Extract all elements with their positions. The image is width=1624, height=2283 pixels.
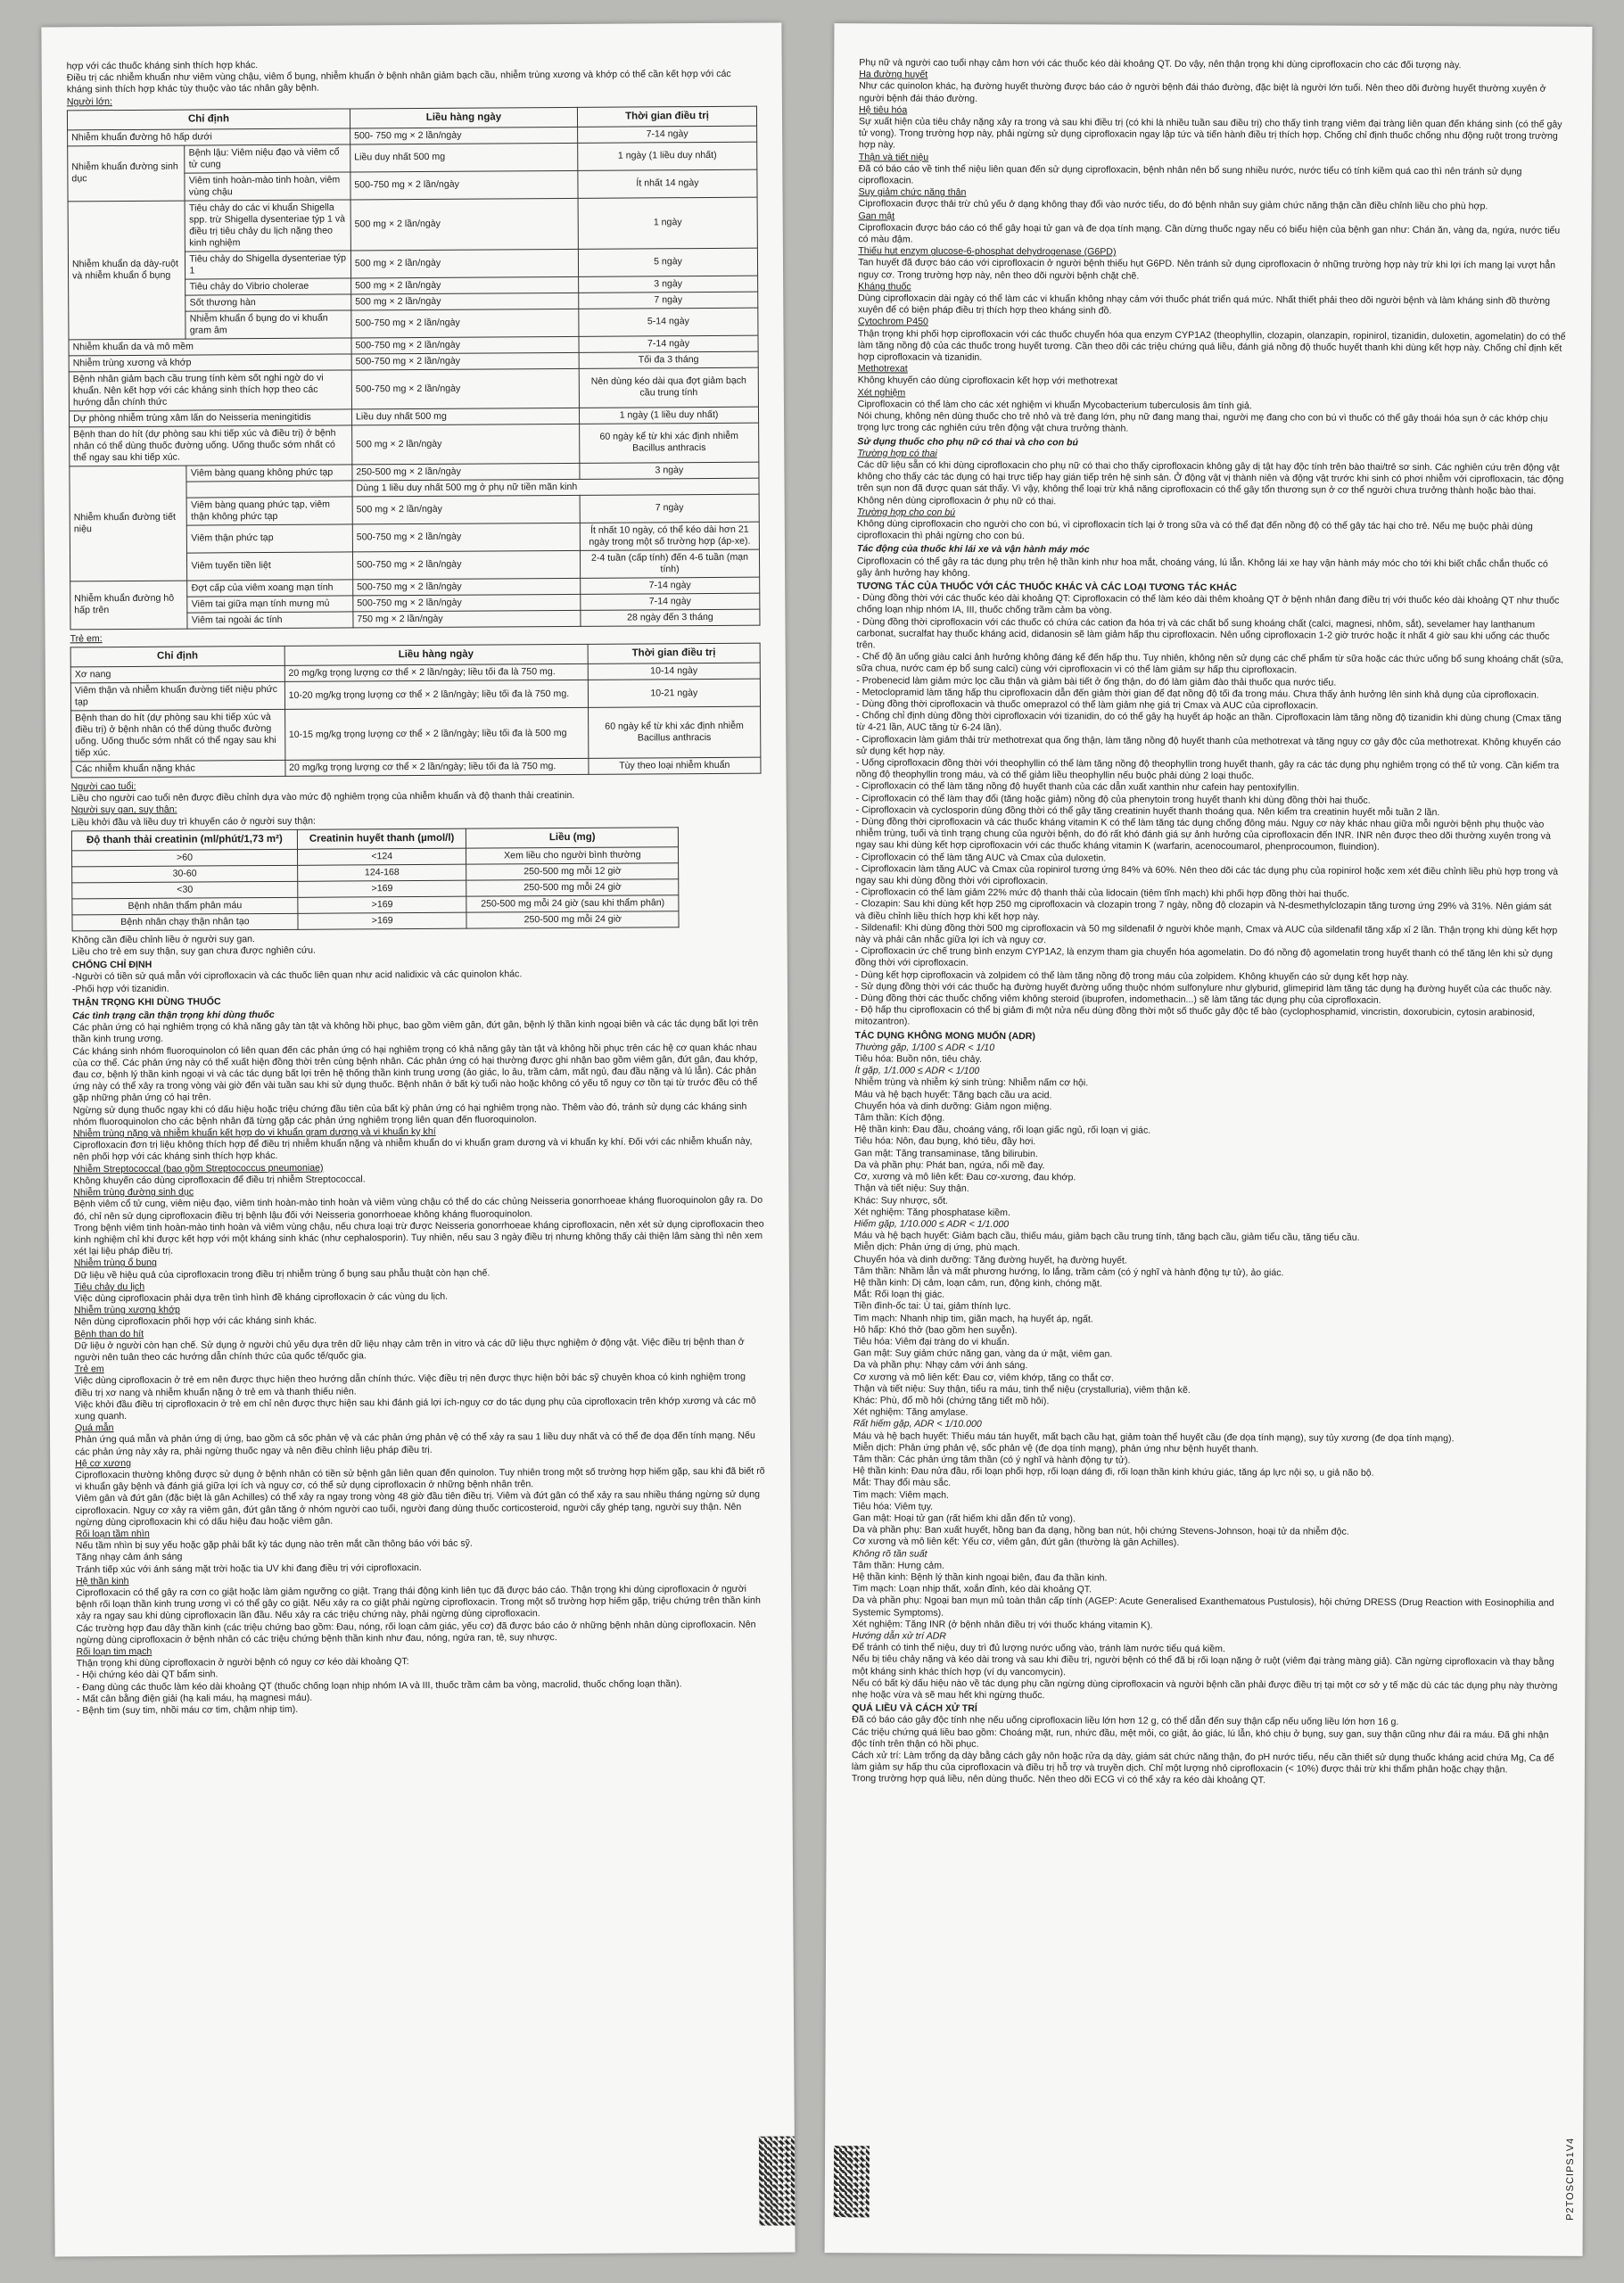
adult-sub-indication: Tiêu chảy do Shigella dysenteriae týp 1 [185,251,351,279]
adult-sub-indication: Viêm tai giữa mạn tính mưng mủ [187,596,353,613]
barcode-right [834,2146,870,2217]
body-paragraph: Ciprofloxacin thường không được sử dụng ở bệnh nhân có tiền sử bệnh gân liên quan đến quinolon. Tuy nhiên trong một số trường hợp hiếm gặp, sau khi đã biết rõ vi khuẩn gây bệnh và đánh giá giữa lợi ích và nguy cơ, có thể sử dụng ciprofloxacin ở những bệnh nhân trên. [75,1465,765,1493]
adult-group: Nhiễm khuẩn dạ dày-ruột và nhiễm khuẩn ổ bụng [68,201,185,340]
body-paragraph: Thường gặp, 1/100 ≤ ADR < 1/10 [854,1042,995,1053]
adult-header-duration: Thời gian điều trị [577,106,756,127]
adult-dose: 750 mg × 2 lần/ngày [353,610,581,628]
body-paragraph: - Bệnh tim (suy tim, nhồi máu cơ tim, chậm nhịp tim). [76,1703,299,1717]
body-paragraph: - Ciprofloxacin có thể làm thay đổi (tăng hoặc giảm) nồng độ của phenytoin trong huyết thanh khi dùng đồng thời hai thuốc. [855,792,1371,806]
body-paragraph: - Ciprofloxacin có thể làm tăng nồng độ huyết thanh của các dẫn xuất xanthin như cafein hay pentoxifyllin. [855,780,1299,794]
renal-header-dose: Liều (mg) [466,828,679,848]
body-paragraph: Tâm thần: Nhầm lẫn và mất phương hướng, lo lắng, trầm cảm (có ý nghĩ và hành động tự tử), ảo giác. [853,1265,1284,1279]
adult-dose: Dùng 1 liều duy nhất 500 mg ở phụ nữ tiền mãn kinh [352,478,759,497]
child-dose: 20 mg/kg trọng lượng cơ thể × 2 lần/ngày; liều tối đa là 750 mg. [284,663,588,681]
body-paragraph: Việc khởi đầu điều trị ciprofloxacin ở trẻ em chỉ nên được thực hiện sau khi đánh giá lợi ích-nguy cơ do tác dụng phụ của ciprofloxacin trên khớp xương và các mô xung quanh. [74,1395,756,1422]
body-paragraph: Phụ nữ và người cao tuổi nhạy cảm hơn với các thuốc kéo dài khoảng QT. Do vậy, nên thận trọng khi dùng ciprofloxacin cho các đối tượng này. [859,57,1462,71]
adult-indication: Nhiễm trùng xương và khớp [69,354,351,372]
body-paragraph: Thận và tiết niệu: Suy thận, tiểu ra máu, tinh thể niệu (crystalluria), viêm thận kẽ. [853,1383,1191,1396]
adult-sub-indication: Viêm tuyến tiền liệt [187,552,353,581]
adult-row [69,367,758,411]
body-paragraph: Như các quinolon khác, hạ đường huyết thường được báo cáo ở người bệnh đái tháo đường, đặc biệt là người lớn tuổi. Nên theo dõi đường huyết thường xuyên ở người bệnh đái tháo đường. [859,80,1546,104]
body-paragraph: Tránh tiếp xúc với ánh sáng mặt trời hoặc tia UV khi đang điều trị với ciprofloxacin. [75,1562,422,1575]
body-paragraph: Bệnh viêm cổ tử cung, viêm niệu đạo, viêm tinh hoàn-mào tinh hoàn và viêm vùng chậu có thể do các chủng Neisseria gonorrhoeae kháng fluoroquinolon gây ra. Do đó, chỉ nên sử dụng ciprofloxacin điều trị bệnh lậu đối với Neisseria gonorrhoeae không kháng fluoroquinolon. [73,1194,763,1222]
adult-row [68,142,757,174]
body-paragraph: Đã có báo cáo gây độc tính nhẹ nếu uống ciprofloxacin liều lớn hơn 12 g, có thể dẫn đến suy thận cấp nếu uống liều lớn hơn 16 g. [852,1714,1399,1728]
child-indication: Viêm thận và nhiễm khuẩn đường tiết niệu phức tạp [70,681,284,710]
child-dose: 10-15 mg/kg trọng lượng cơ thể × 2 lần/ngày; liều tối đa là 500 mg [284,707,588,760]
renal-cell: 250-500 mg mỗi 24 giờ [466,911,679,928]
adult-sub-indication: Đợt cấp của viêm xoang mạn tính [187,580,353,597]
body-paragraph: Tiêu hóa: Buồn nôn, tiêu chảy. [854,1053,982,1065]
adult-sub-indication: Viêm tinh hoàn-mào tinh hoàn, viêm vùng chậu [185,172,350,201]
adult-duration: 2-4 tuần (cấp tính) đến 4-6 tuần (mạn tính) [580,549,759,578]
renal-cell: <30 [72,881,298,899]
adult-sub-indication: Bệnh lậu: Viêm niệu đạo và viêm cổ tử cung [185,144,350,173]
adult-dose: 500 mg × 2 lần/ngày [351,276,579,294]
body-paragraph: Trong bệnh viêm tinh hoàn-mào tinh hoàn và viêm vùng chậu, nếu chưa loại trừ được Neisseria gonorrhoeae kháng ciprofloxacin, nên xét sử dụng ciprofloxacin theo kinh nghiệm chỉ khi được kết hợp với một kháng sinh khác (như cephalosporin). Tuy nhiên, nếu sau 3 ngày điều trị nhưng không thấy cải thiện lâm sàng thì nên xem xét lại liệu pháp điều trị. [73,1218,764,1257]
body-paragraph: - Ciprofloxacin có thể làm giảm 22% mức độ thanh thải của lidocain (tiêm tĩnh mạch) khi phối hợp đồng thời hai thuốc. [855,886,1350,900]
adult-duration: Ít nhất 14 ngày [578,169,757,198]
body-paragraph: - Uống ciprofloxacin đồng thời với theophyllin có thể làm tăng nồng độ theophyllin trong huyết thanh, gây ra các tác dụng phụ nghiêm trọng có thể tử vong. Cần kiểm tra nồng độ theophyllin trong máu, và có thể giảm liều theophyllin nếu buộc phải dùng 2 loại thuốc. [855,757,1560,782]
body-paragraph: Hệ thần kinh: Đau đầu, choáng váng, rối loạn giấc ngủ, rối loạn vị giác. [854,1124,1151,1136]
body-paragraph: Gan mật: Tăng transaminase, tăng bilirubin. [853,1147,1038,1159]
adult-group: Nhiễm khuẩn đường sinh dục [68,145,185,202]
section-heading: CHỐNG CHỈ ĐỊNH [71,960,153,971]
adult-sub-indication: Viêm bàng quang không phức tạp [186,465,352,482]
body-paragraph: Nói chung, không nên dùng thuốc cho trẻ nhỏ và trẻ đang lớn, phụ nữ đang mang thai, người mẹ đang cho con bú vì thuốc có thể gây thoái hóa sụn ở các khớp chịu trọng lực trong các nghiên cứu trên động vật chưa trưởng thành. [857,410,1548,434]
adult-duration: 3 ngày [580,462,759,479]
body-paragraph: Không khuyến cáo dùng ciprofloxacin để điều trị nhiễm Streptococcal. [73,1174,366,1187]
adult-dose: 500-750 mg × 2 lần/ngày [352,550,580,580]
adult-sub-indication: Viêm thận phức tạp [187,524,353,553]
body-paragraph: Chuyển hóa và dinh dưỡng: Tăng đường huyết, hạ đường huyết. [853,1253,1127,1266]
renal-intro: Liều khởi đầu và liều duy trì khuyến cáo ở người suy thận: [70,815,316,828]
body-paragraph: Để tránh có tinh thể niệu, duy trì đủ lượng nước uống vào, tránh làm nước tiểu quá kiềm. [852,1642,1225,1655]
section-heading: Tác động của thuốc khi lái xe và vận hành máy móc [856,543,1090,556]
body-paragraph: Miễn dịch: Phản ứng dị ứng, phù mạch. [853,1241,1020,1254]
child-duration: 10-14 ngày [588,663,760,680]
adult-duration: 7-14 ngày [581,593,760,610]
adult-duration: 1 ngày (1 liều duy nhất) [578,142,757,170]
child-row [71,706,761,762]
adult-duration: 1 ngày [578,197,757,249]
barcode-left [759,2136,796,2225]
subsection-heading: Trường hợp có thai [857,447,937,459]
adult-dose: 500 mg × 2 lần/ngày [352,424,580,465]
adult-indication: Nhiễm khuẩn da và mô mềm [69,338,351,356]
body-paragraph: Da và phần phụ: Nhạy cảm với ánh sáng. [853,1359,1028,1372]
adult-dose: 500-750 mg × 2 lần/ngày [351,352,579,370]
body-paragraph: Tiêu hóa: Viêm tụy. [853,1501,934,1512]
body-paragraph: Khác: Phù, đổ mồ hôi (chứng tăng tiết mồ hôi). [853,1395,1050,1407]
body-paragraph: Xét nghiệm: Tăng phosphatase kiềm. [853,1206,1010,1218]
body-paragraph: - Sildenafil: Khi dùng đồng thời 500 mg ciprofloxacin và 50 mg sildenafil ở người khỏe mạnh, Cmax và AUC của sildenafil tăng xấp xỉ 2 lần. Thận trọng khi dùng kết hợp này và phải cân nhắc giữa lợi ích và nguy cơ. [854,922,1558,946]
body-paragraph: Tiêu hóa: Viêm đại tràng do vi khuẩn. [853,1336,1010,1348]
renal-cell: <124 [297,848,466,865]
body-paragraph: - Probenecid làm giảm mức lọc cầu thận và giảm bài tiết ở ống thận, do đó làm giảm đào thải thuốc qua nước tiểu. [856,674,1337,688]
adult-row [70,423,759,466]
body-paragraph: Chuyển hóa và dinh dưỡng: Giảm ngon miệng. [854,1100,1052,1113]
child-header-dose: Liều hàng ngày [284,644,588,665]
body-paragraph: Việc dùng ciprofloxacin phải dựa trên tình hình đề kháng ciprofloxacin ở các vùng du lịch. [74,1290,449,1305]
subsection-heading: Tiêu chảy du lịch [73,1281,145,1293]
child-duration: 60 ngày kể từ khi xác định nhiễm Bacillus anthracis [588,706,761,758]
body-paragraph: - Mất cân bằng điện giải (hạ kali máu, hạ magnesi máu). [76,1692,313,1705]
adult-group: Nhiễm khuẩn đường hô hấp trên [70,581,188,630]
adult-dose: 500-750 mg × 2 lần/ngày [351,309,579,338]
renal-cell: >60 [72,849,298,867]
body-paragraph: Các dữ liệu sẵn có khi dùng ciprofloxacin cho phụ nữ có thai cho thấy ciprofloxacin không gây dị tật hay độc tính trên bào thai/trẻ sơ sinh. Các nghiên cứu trên động vật không cho thấy các tác dụng có hại trực tiếp hay gián tiếp trên hệ sinh sản. Ở động vật vị thành niên và động vật trước khi sinh có phơi nhiễm với ciprofloxacin, tác động trên sụn non đã được quan sát thấy. Vì vậy, không thể loại trừ khả năng ciprofloxacin có thể gây tổn thương sụn ở cơ thể người chưa trưởng thành hoặc bào thai. Không nên dùng ciprofloxacin ở phụ nữ có thai. [857,459,1564,507]
section-heading: Sử dụng thuốc cho phụ nữ có thai và cho con bú [857,435,1079,448]
adult-duration: 7-14 ngày [581,577,760,594]
body-paragraph: Các trường hợp đau dây thần kinh (các triệu chứng bao gồm: Đau, nóng, rối loạn cảm giác, yếu cơ) đã được báo cáo ở những bệnh nhân dùng ciprofloxacin. Nên ngừng dùng ciprofloxacin ở bệnh nhân có các triệu chứng bệnh thần kinh như đau, nóng, ngứa ran, tê, suy nhược. [76,1619,756,1646]
body-paragraph: Trong trường hợp quá liều, nên dùng thuốc. Nên theo dõi ECG vì có thể xảy ra kéo dài khoảng QT. [851,1773,1265,1786]
body-paragraph: Mắt: Rối loạn thị giác. [853,1289,945,1300]
body-paragraph: Hướng dẫn xử trí ADR [852,1630,947,1642]
body-paragraph: Mắt: Thay đổi màu sắc. [853,1477,952,1489]
renal-dosage-table [71,827,680,931]
body-paragraph: - Dùng đồng thời ciprofloxacin và thuốc omeprazol có thể làm giảm nhẹ giá trị Cmax và AUC của ciprofloxacin. [856,698,1319,712]
body-paragraph: -Người có tiền sử quá mẫn với ciprofloxacin và các thuốc liên quan như acid nalidixic và các quinolon khác. [71,968,523,983]
subsection-heading: Xét nghiệm [857,386,906,399]
body-paragraph: Cơ xương và mô liên kết: Đau cơ, viêm khớp, tăng co thắt cơ. [853,1371,1114,1384]
adult-duration: 5-14 ngày [579,308,758,336]
section-heading: Các tình trạng cần thận trọng khi dùng thuốc [72,1010,275,1022]
body-paragraph: Tim mạch: Viêm mạch. [853,1488,950,1501]
body-paragraph: Tan huyết đã được báo cáo với ciprofloxacin ở người bệnh thiếu hụt G6PD. Nên tránh sử dụng ciprofloxacin ở những trường hợp này trừ khi lợi ích mang lại vượt hẳn nguy cơ. Trong trường hợp này, nên theo dõi người bệnh chặt chẽ. [858,257,1556,282]
adult-header-indication: Chỉ định [67,109,350,130]
body-paragraph: Tâm thần: Kích động. [854,1112,945,1124]
adult-dosage-table [67,105,761,630]
adult-sub-indication [186,481,352,498]
body-paragraph: Hệ thần kinh: Đau nửa đầu, rối loạn phối hợp, rối loạn dáng đi, rối loạn thần kinh khứu giác, tăng áp lực nội sọ, u giả não bộ. [853,1465,1374,1479]
body-paragraph: Gan mật: Hoại tử gan (rất hiếm khi dẫn đến tử vong). [853,1512,1076,1525]
body-paragraph: Xét nghiệm: Tăng amylase. [853,1406,969,1418]
body-paragraph: Không khuyến cáo dùng ciprofloxacin kết hợp với methotrexat [857,375,1118,388]
body-paragraph: Các kháng sinh nhóm fluoroquinolon có liên quan đến các phản ứng có hại nghiêm trọng có khả năng gây tàn tật và không hồi phục trên các hệ cơ quan khác nhau của cơ thể. Các phản ứng này có thể xuất hiện đồng thời trên cùng bệnh nhân. Các phản ứng có hại thường được ghi nhận bao gồm viêm gân, đứt gân, đau khớp, đau cơ, bệnh lý thần kinh ngoại vi và các tác dụng bất lợi trên hệ thống thần kinh trung ương (ảo giác, lo âu, trầm cảm, mất ngủ, đau đầu nặng và lú lẫn). Các phản ứng này có thể xảy ra trong vòng vài giờ đến vài tuần sau khi sử dụng thuốc. Bệnh nhân ở bất kỳ tuổi nào hoặc không có yếu tố nguy cơ tồn tại từ trước đều có thể gặp những phản ứng có hại trên. [72,1042,758,1104]
section-heading: TÁC DỤNG KHÔNG MONG MUỐN (ADR) [854,1029,1035,1042]
print-code: P2TOSCIPS1V4 [1564,2137,1577,2221]
renal-cell: >169 [298,880,467,897]
body-paragraph: Tim mạch: Loạn nhịp thất, xoắn đỉnh, kéo dài khoảng QT. [852,1583,1092,1595]
right-body-text [852,57,1567,1788]
section-heading: THẬN TRỌNG KHI DÙNG THUỐC [72,996,221,1009]
intro-line-2: Điều trị các nhiễm khuẩn như viêm vùng chậu, viêm ổ bụng, nhiễm khuẩn ở bệnh nhân giảm bạch cầu, nhiễm trùng xương và khớp có thể cần kết hợp với các kháng sinh thích hợp khác tùy thuộc vào tác nhân gây bệnh. [66,69,731,95]
subsection-heading: Trẻ em [74,1364,104,1375]
adult-duration: 28 ngày đến 3 tháng [581,609,760,626]
body-paragraph: Máu và hệ bạch huyết: Tăng bạch cầu ưa acid. [854,1088,1052,1100]
adult-sub-indication: Viêm bàng quang phức tạp, viêm thận không phức tạp [187,497,353,525]
body-paragraph: Cơ, xương và mô liên kết: Đau cơ-xương, đau khớp. [853,1171,1076,1183]
body-paragraph: Máu và hệ bạch huyết: Giảm bạch cầu, thiếu máu, giảm bạch cầu trung tính, tăng bạch cầu, giảm tiểu cầu, tăng tiểu cầu. [853,1230,1360,1243]
body-paragraph: Ít gặp, 1/1.000 ≤ ADR < 1/100 [854,1065,980,1077]
subsection-heading: Suy giảm chức năng thận [858,186,967,199]
body-paragraph: Tâm thần: Các phản ứng tâm thần (có ý nghĩ và hành động tự tử). [853,1454,1131,1466]
body-paragraph: - Dùng đồng thời ciprofloxacin với các thuốc có chứa các cation đa hóa trị và các chất bổ sung khoáng chất (calci, magnesi, nhôm, sắt), sevelamer hay lanthanum carbonat, sucralfat hay thuốc kháng acid, didanosin sẽ làm giảm hấp thu ciprofloxacin. Nên uống ciprofloxacin 1-2 giờ trước hoặc ít nhất 4 giờ sau khi uống các thuốc trên. [856,615,1550,651]
adult-dose: 500-750 mg × 2 lần/ngày [351,368,579,409]
body-paragraph: Không rõ tần suất [852,1547,927,1560]
body-paragraph: - Ciprofloxacin và cyclosporin dùng đồng thời có thể gây tăng creatinin huyết thanh thoáng qua. Nên kiểm tra creatinin huyết mỗi tuần 2 lần. [855,804,1440,818]
body-paragraph: - Clozapin: Sau khi dùng kết hợp 250 mg ciprofloxacin và clozapin trong 7 ngày, nồng độ clozapin và N-desmethylclozapin tăng tương ứng 29% và 31%. Nên giám sát và điều chỉnh liều thích hợp khi kết hợp này. [855,898,1552,922]
renal-header-creatinine: Creatinin huyết thanh (µmol/l) [297,828,466,849]
adult-sub-indication: Viêm tai ngoài ác tính [187,612,353,629]
body-paragraph: Da và phần phụ: Phát ban, ngứa, nổi mề đay. [853,1159,1045,1172]
body-paragraph: Cơ xương và mô liên kết: Yếu cơ, viêm gân, đứt gân (thường là gân Achilles). [853,1536,1180,1549]
body-paragraph: - Dùng đồng thời các thuốc chống viêm không steroid (ibuprofen, indomethacin...) sẽ làm tăng tác dụng phụ của ciprofloxacin. [854,993,1381,1006]
adult-indication: Nhiễm khuẩn đường hô hấp dưới [68,128,350,146]
adult-label: Người lớn: [66,95,112,107]
adult-sub-indication: Tiêu chảy do Vibrio cholerae [185,278,351,295]
section-heading: QUÁ LIỀU VÀ CÁCH XỬ TRÍ [852,1702,977,1715]
renal-cell: >169 [298,896,467,913]
adult-duration: 7 ngày [580,494,759,523]
body-paragraph: Hô hấp: Khó thở (bao gồm hen suyễn). [853,1324,1018,1336]
body-paragraph: Ngừng sử dụng thuốc ngay khi có dấu hiệu hoặc triệu chứng đầu tiên của bất kỳ phản ứng có hại nghiêm trọng nào. Thêm vào đó, tránh sử dụng các kháng sinh nhóm fluoroquinolon cho các bệnh nhân đã từng gặp các phản ứng nghiêm trọng liên quan đến fluoroquinolon. [72,1100,747,1128]
renal-cell: Bệnh nhân thẩm phân máu [72,897,298,915]
body-paragraph: - Sử dụng đồng thời với các thuốc hạ đường huyết đường uống thuộc nhóm sulfonylure như glyburid, glimepirid làm tăng tác dụng hạ đường huyết của các thuốc này. [854,981,1553,995]
child-row [70,679,760,711]
right-page [825,23,1593,2256]
body-paragraph: Máu và hệ bạch huyết: Thiếu máu tán huyết, mất bạch cầu hạt, giảm toàn thể huyết cầu (đe dọa tính mạng), suy tủy xương (đe dọa tính mạng). [853,1430,1455,1444]
body-paragraph: - Dùng đồng thời ciprofloxacin và các thuốc kháng vitamin K có thể làm tăng tác dụng chống đông máu. Nguy cơ này khác nhau giữa mỗi người bệnh phụ thuộc vào nhiễm trùng, tuổi và tình trạng chung của người bệnh, do đó rất khó đánh giá sự ảnh hưởng của ciprofloxacin đến INR. INR nên được theo dõi thường xuyên trong và ngay sau khi dùng kết hợp ciprofloxacin với các thuốc kháng vitamin K (warfarin, acenocoumarol, phenprocoumon, fluindion). [855,816,1551,853]
right-content [850,57,1568,2238]
left-body-text [72,930,767,1717]
adult-duration: 7 ngày [579,292,758,309]
body-paragraph: - Ciprofloxacin làm tăng AUC và Cmax của ropinirol tương ứng 84% và 60%. Nên theo dõi các tác dụng phụ của ropinirol hoặc xem xét điều chỉnh liều phù hợp trong và ngay sau khi dùng đồng thời với ciprofloxacin. [855,863,1559,887]
body-paragraph: - Ciprofloxacin làm giảm thải trừ methotrexat qua ống thận, làm tăng nồng độ huyết thanh của methotrexat và tăng nguy cơ gây độc của methotrexat. Không khuyến cáo sử dụng kết hợp này. [855,733,1562,757]
left-content [67,57,771,2239]
body-paragraph: Hệ thần kinh: Bệnh lý thần kinh ngoại biên, đau đa thần kinh. [852,1571,1108,1584]
body-paragraph: - Chống chỉ định dùng đồng thời ciprofloxacin với tizanidin, do có thể gây hạ huyết áp hoặc an thần. Ciprofloxacin làm tăng nồng độ tizanidin khi dùng chung (Cmax tăng từ 4-21 lần, AUC tăng từ 6-24 lần). [855,710,1562,734]
subsection-heading: Thận và tiết niệu [858,151,929,163]
body-paragraph: Ciprofloxacin được báo cáo có thể gây hoại tử gan và đe dọa tính mạng. Cần dừng thuốc ngay nếu có biểu hiện của bệnh gan như: Chán ăn, vàng da, ngứa, nước tiểu có màu đậm. [858,222,1561,245]
adult-dose: 250-500 mg × 2 lần/ngày [352,463,580,481]
subsection-heading: Methotrexat [857,363,908,375]
adult-duration: Tối đa 3 tháng [579,351,758,368]
body-paragraph: Da và phần phụ: Ban xuất huyết, hồng ban đa dạng, hồng ban nút, hội chứng Stevens-Johnson, hoại tử da nhiễm độc. [853,1524,1349,1537]
renal-cell: Bệnh nhân chạy thận nhân tạo [72,913,298,931]
body-paragraph: Không dùng ciprofloxacin cho người cho con bú, vì ciprofloxacin tích lại ở trong sữa và có thể đạt đến nồng độ có thể gây tác hại cho trẻ. Nếu mẹ buộc phải dùng ciprofloxacin thì phải ngừng cho con bú. [856,518,1533,542]
renal-cell: 30-60 [72,865,298,883]
subsection-heading: Hệ tiêu hóa [859,104,908,116]
adult-dose: Liều duy nhất 500 mg [350,143,578,172]
body-paragraph: Ciprofloxacin có thể gây ra cơn co giật hoặc làm giảm ngưỡng co giật. Trạng thái động kinh liên tục đã được báo cáo. Thận trọng khi dùng ciprofloxacin ở người bệnh rối loạn thần kinh trung ương vì có thể gây co giật. Nếu xảy ra co giật phải ngừng ciprofloxacin. Trong một số trường hợp hiếm gặp, triệu chứng trên thần kinh xảy ra ngay sau khi dùng ciprofloxacin lần đầu. Nếu xảy ra các triệu chứng này, phải ngừng dùng ciprofloxacin. [76,1583,761,1622]
body-paragraph: Ciprofloxacin được thải trừ chủ yếu ở dạng không thay đổi vào nước tiểu, do đó bệnh nhân suy giảm chức năng thận cần điều chỉnh liều cho phù hợp. [858,198,1488,212]
subsection-heading: Hệ thần kinh [75,1575,129,1587]
adult-dose: 500 mg × 2 lần/ngày [351,293,579,310]
adult-dose: 500 mg × 2 lần/ngày [352,495,580,524]
child-dosage-table [70,643,762,779]
child-header-duration: Thời gian điều trị [588,643,760,663]
renal-label: Người suy gan, suy thận: [70,804,177,816]
body-paragraph: Thận trọng khi phối hợp ciprofloxacin với các thuốc chuyển hóa qua enzym CYP1A2 (theophyllin, clozapin, olanzapin, ropinirol, tizanidin, duloxetin, agomelatin) do có thể làm tăng nồng độ của các thuốc trong huyết tương. Cần theo dõi các triệu chứng quá liều, đánh giá nồng độ thuốc huyết thanh khi dùng kết hợp này. Chống chỉ định kết hợp ciprofloxacin và tizanidin. [857,327,1566,363]
adult-dose: 500-750 mg × 2 lần/ngày [351,336,579,354]
body-paragraph: Gan mật: Suy giảm chức năng gan, vàng da ứ mật, viêm gan. [853,1348,1113,1360]
body-paragraph: Sự xuất hiện của tiêu chảy nặng xảy ra trong và sau khi điều trị (có khi là nhiều tuần sau điều trị) cho thấy tình trạng viêm đại tràng liên quan đến kháng sinh (có thể gây tử vong). Trong trường hợp này, phải ngừng sử dụng ciprofloxacin ngay lập tức và tiến hành điều trị thích hợp. Chống chỉ định thuốc chống nhu động ruột trong trường hợp này. [858,116,1562,151]
body-paragraph: - Đang dùng các thuốc làm kéo dài khoảng QT (thuốc chống loạn nhịp nhóm IA và III, thuốc trầm cảm ba vòng, macrolid, thuốc chống loạn thần). [76,1677,682,1693]
subsection-heading: Nhiễm trùng ổ bụng [73,1257,157,1269]
adult-dose: 500-750 mg × 2 lần/ngày [352,523,580,552]
body-paragraph: Dữ liệu về hiệu quả của ciprofloxacin trong điều trị nhiễm trùng ổ bụng sau phẫu thuật còn hạn chế. [73,1267,490,1281]
adult-dose: 500 mg × 2 lần/ngày [350,249,578,278]
renal-cell: Xem liều cho người bình thường [466,847,679,864]
body-paragraph: Hệ thần kinh: Dị cảm, loạn cảm, run, động kinh, chóng mặt. [853,1277,1102,1290]
adult-duration: 5 ngày [578,248,757,276]
adult-dose: 500-750 mg × 2 lần/ngày [353,594,581,612]
body-paragraph: Nếu bị tiêu chảy nặng và kéo dài trong và sau khi điều trị, người bệnh có thể đã bị rối loạn nặng ở ruột (viêm đại tràng màng giả). Cần ngừng ciprofloxacin và thay bằng một kháng sinh khác thích hợp (ví dụ vancomycin). [852,1653,1554,1677]
body-paragraph: Ciprofloxacin đơn trị liệu không thích hợp để điều trị nhiễm khuẩn nặng và nhiễm khuẩn do vi khuẩn gram dương và vi khuẩn kỵ khí. Đối với các nhiễm khuẩn này, nên phối hợp với các kháng sinh thích hợp khác. [72,1135,753,1163]
body-paragraph: Da và phần phụ: Ngoại ban mụn mủ toàn thân cấp tính (AGEP: Acute Generalised Exanthematous Pustulosis), hội chứng DRESS (Drug Reaction with Eosinophilia and Systemic Symptoms). [852,1595,1554,1619]
renal-row [72,911,679,931]
body-paragraph: Thận trọng khi dùng ciprofloxacin ở người bệnh có nguy cơ kéo dài khoảng QT: [76,1656,409,1669]
adult-sub-indication: Nhiễm khuẩn ổ bụng do vi khuẩn gram âm [185,310,351,339]
adult-group: Nhiễm khuẩn đường tiết niệu [70,466,187,581]
elderly-label: Người cao tuổi: [70,780,136,793]
adult-sub-indication: Sốt thương hàn [185,294,351,311]
body-paragraph: Miễn dịch: Phản ứng phản vệ, sốc phản vệ (đe dọa tính mạng), phản ứng như bệnh huyết thanh. [853,1442,1259,1455]
child-dose: 10-20 mg/kg trọng lượng cơ thể × 2 lần/ngày; liều tối đa là 750 mg. [284,680,588,709]
body-paragraph: - Độ hấp thu ciprofloxacin có thể bị giảm đi một nửa nếu dùng đồng thời một số thuốc gây độc tế bào (cyclophosphamid, vincristin, doxorubicin, cytosin arabinosid, mitozantron). [854,1004,1536,1027]
body-paragraph: - Hội chứng kéo dài QT bẩm sinh. [76,1669,218,1681]
renal-cell: 124-168 [298,864,467,881]
body-paragraph: Tâm thần: Hưng cảm. [852,1560,945,1571]
subsection-heading: Gan mật [858,210,895,222]
adult-indication: Bệnh nhân giảm bạch cầu trung tính kèm sốt nghi ngờ do vi khuẩn. Nên kết hợp với các kháng sinh thích hợp theo các hướng dẫn chính thức [69,370,351,411]
elderly-text: Liều cho người cao tuổi nên được điều chỉnh dựa vào mức độ nghiêm trọng của nhiễm khuẩn và độ thanh thải creatinin. [70,790,575,804]
body-paragraph: Cách xử trí: Làm trống dạ dày bằng cách gây nôn hoặc rửa dạ dày, giám sát chức năng thận, đo pH nước tiểu, nếu cần thiết sử dụng thuốc kháng acid chứa Mg, Ca để làm giảm sự hấp thu của ciprofloxacin và điều trị hỗ trợ và truyền dịch. Chỉ một lượng nhỏ ciprofloxacin (< 10%) được thải trừ khi thẩm phân hoặc chạy thận. [851,1750,1554,1776]
subsection-heading: Rối loạn tầm nhìn [75,1528,150,1540]
subsection-heading: Quá mẫn [74,1422,114,1434]
body-paragraph: Tiêu hóa: Nôn, đau bụng, khó tiêu, đầy hơi. [853,1135,1036,1148]
body-paragraph: Rất hiếm gặp, ADR < 1/10.000 [853,1418,982,1430]
subsection-heading: Thiếu hụt enzym glucose-6-phosphat dehydrogenase (G6PD) [858,245,1117,258]
child-dose: 20 mg/kg trọng lượng cơ thể × 2 lần/ngày; liều tối đa là 750 mg. [285,758,589,776]
left-page [41,22,795,2256]
body-paragraph: Xét nghiệm: Tăng INR (ở bệnh nhân điều trị với thuốc kháng vitamin K). [852,1619,1153,1631]
adult-dose: 500-750 mg × 2 lần/ngày [353,578,581,596]
body-paragraph: Dữ liệu ở người còn hạn chế. Sử dụng ở người chủ yếu dựa trên dữ liệu nhạy cảm trên in vitro và các dữ liệu thực nghiệm ở động vật. Việc điều trị bệnh than ở người nên tuân theo các hướng dẫn chính thức của quốc tế/quốc gia. [74,1336,745,1364]
adult-duration: 1 ngày (1 liều duy nhất) [579,407,758,424]
intro-line-1: hợp với các thuốc kháng sinh thích hợp khác. [66,60,259,72]
adult-duration: 3 ngày [579,276,758,293]
body-paragraph: - Chế độ ăn uống giàu calci ảnh hưởng không đáng kể đến hấp thu. Tuy nhiên, không nên sử dụng các chế phẩm từ sữa hoặc các thức uống bổ sung khoáng chất (sữa, sữa chua, nước cam ép bổ sung calci) cùng với ciprofloxacin vì có thể làm giảm sự hấp thu ciprofloxacin. [856,651,1564,676]
body-paragraph: Ciprofloxacin có thể gây ra tác dụng phụ trên hệ thần kinh như hoa mắt, choáng váng, lú lẫn. Không lái xe hay vận hành máy móc cho tới khi biết chắc chắn thuốc có gây ảnh hưởng hay không. [856,555,1548,579]
child-indication: Xơ nang [70,665,284,682]
subsection-heading: Nhiễm trùng xương khớp [74,1304,180,1316]
adult-dose: 500 mg × 2 lần/ngày [350,198,578,251]
adult-duration: Ít nhất 10 ngày, có thể kéo dài hơn 21 ngày trong một số trường hợp (áp-xe). [580,522,759,550]
adult-indication: Bệnh than do hít (dự phòng sau khi tiếp xúc và điều trị) ở bệnh nhân có thể dùng thuốc đường uống. Uống thuốc sớm nhất có thể ngay sau khi tiếp xúc. [70,425,352,466]
subsection-heading: Trường hợp cho con bú [857,506,956,518]
adult-dose: Liều duy nhất 500 mg [351,408,579,425]
body-paragraph: Ciprofloxacin có thể làm cho các xét nghiệm vi khuẩn Mycobacterium tuberculosis âm tính giả. [857,399,1252,412]
subsection-heading: Rối loạn tim mạch [76,1645,153,1658]
body-paragraph: Khác: Suy nhược, sốt. [853,1194,949,1207]
body-paragraph: - Dùng đồng thời với các thuốc kéo dài khoảng QT: Ciprofloxacin có thể làm kéo dài thêm khoảng QT ở bệnh nhân đang điều trị với thuốc kéo dài khoảng QT như thuốc chống loạn nhịp nhóm IA, III, thuốc chống trầm cảm ba vòng. [856,592,1560,616]
subsection-heading: Nhiễm Streptococcal (bao gồm Streptococcus pneumoniae) [73,1162,324,1175]
renal-header-clearance: Độ thanh thải creatinin (ml/phút/1,73 m²) [71,829,297,851]
adult-row [68,197,757,252]
adult-sub-indication: Tiêu chảy do các vi khuẩn Shigella spp. trừ Shigella dysenteriae týp 1 và điều trị tiêu chảy du lịch nặng theo kinh nghiệm [185,200,350,251]
body-paragraph: Viêm gân và đứt gân (đặc biệt là gân Achilles) có thể xảy ra ngay trong vòng 48 giờ đầu tiên điều trị. Viêm và đứt gân có thể xảy ra sau nhiều tháng ngừng sử dụng ciprofloxacin. Nguy cơ xảy ra viêm gân, đứt gân tăng ở nhóm người cao tuổi, người đang dùng thuốc corticosteroid, người cấy ghép tạng, người suy thận. Nên ngừng dùng ciprofloxacin khi có dấu hiệu đau hoặc viêm gân. [75,1489,761,1529]
child-row [71,757,761,778]
child-duration: Tùy theo loại nhiễm khuẩn [589,757,761,774]
subsection-heading: Nhiễm trùng nặng và nhiễm khuẩn kết hợp do vi khuẩn gram dương và vi khuẩn kỵ khí [72,1125,436,1140]
body-paragraph: Không cần điều chỉnh liều ở người suy gan. [71,933,256,946]
body-paragraph: Nên dùng ciprofloxacin phối hợp với các kháng sinh khác. [74,1315,317,1328]
body-paragraph: Tim mạch: Nhanh nhịp tim, giãn mạch, hạ huyết áp, ngất. [853,1312,1093,1324]
subsection-heading: Nhiễm trùng đường sinh dục [73,1186,194,1199]
body-paragraph: Tăng nhạy cảm ánh sáng [75,1552,183,1563]
child-indication: Các nhiễm khuẩn nặng khác [71,760,285,777]
body-paragraph: -Phối hợp với tizanidin. [71,983,169,995]
adult-duration: 60 ngày kể từ khi xác định nhiễm Bacillus anthracis [580,423,759,463]
body-paragraph: - Ciprofloxacin có thể làm tăng AUC và Cmax của duloxetin. [855,851,1107,864]
adult-indication: Dự phòng nhiễm trùng xâm lấn do Neisseria meningitidis [70,409,352,427]
body-paragraph: Nhiễm trùng và nhiễm ký sinh trùng: Nhiễm nấm cơ hội. [854,1076,1089,1089]
body-paragraph: Tiền đình-ốc tai: Ù tai, giảm thính lực. [853,1300,1011,1313]
body-paragraph: - Dùng kết hợp ciprofloxacin và zolpidem có thể làm tăng nồng độ trong máu của zolpidem. Không khuyến cáo sử dụng kết hợp này. [854,968,1409,983]
body-paragraph: Hiếm gặp, 1/10.000 ≤ ADR < 1/1.000 [853,1218,1010,1230]
body-paragraph: Đã có báo cáo về tinh thể niệu liên quan đến sử dụng ciprofloxacin, bệnh nhân nên bổ sung nhiều nước, nước tiểu có tính kiềm quá cao thì nên tránh sử dụng ciprofloxacin. [858,163,1522,186]
body-paragraph: Các phản ứng có hại nghiêm trọng có khả năng gây tàn tật và không hồi phục, bao gồm viêm gân, đứt gân, bệnh lý thần kinh ngoại biên và các tác dụng bất lợi trên thần kinh trung ương. [72,1018,759,1045]
subsection-heading: Hạ đường huyết [859,69,928,80]
body-paragraph: Nếu tầm nhìn bị suy yếu hoặc gặp phải bất kỳ tác dụng nào trên mắt cần thông báo với bác sỹ. [75,1537,473,1552]
adult-dose: 500- 750 mg × 2 lần/ngày [350,127,577,144]
renal-cell: 250-500 mg mỗi 24 giờ [466,879,679,896]
body-paragraph: Việc dùng ciprofloxacin ở trẻ em nên được thực hiện theo hướng dẫn chính thức. Việc điều trị nên được thực hiện bởi bác sỹ chuyên khoa có kinh nghiệm trong điều trị xơ nang và nhiễm khuẩn nặng ở trẻ em và thanh thiếu niên. [74,1372,746,1398]
body-paragraph: Thận và tiết niệu: Suy thận. [853,1183,969,1195]
subsection-heading: Kháng thuốc [858,281,911,293]
body-paragraph: Các triệu chứng quá liều bao gồm: Choáng mặt, run, nhức đầu, mệt mỏi, co giật, ảo giác, lú lẫn, khó chịu ở bụng, suy gan, suy thận cũng như đái ra máu. Đã ghi nhận độc tính trên thận có hồi phục. [852,1726,1549,1750]
body-paragraph: Nếu có bất kỳ dấu hiệu nào về tác dụng phụ cần ngừng dùng ciprofloxacin và người bệnh cần phải được điều trị tại một cơ sở y tế mặc dù các tác dụng phụ này thường nhẹ hoặc vừa và sẽ mau hết khi ngừng thuốc. [852,1677,1558,1702]
renal-cell: >169 [298,912,467,929]
section-heading: TƯƠNG TÁC CỦA THUỐC VỚI CÁC THUỐC KHÁC VÀ CÁC LOẠI TƯƠNG TÁC KHÁC [856,581,1237,594]
body-paragraph: Liều cho trẻ em suy thận, suy gan chưa được nghiên cứu. [71,944,316,958]
subsection-heading: Hệ cơ xương [75,1457,132,1470]
adult-duration: Nên dùng kéo dài qua đợt giảm bạch cầu trung tính [579,367,758,408]
body-paragraph: - Ciprofloxacin ức chế trung bình enzym CYP1A2, là enzym tham gia chuyển hóa agomelatin. Do đó nồng độ agomelatin trong huyết thanh có thể tăng lên khi sử dụng đồng thời với ciprofloxacin. [854,945,1554,969]
renal-cell: 250-500 mg mỗi 12 giờ [466,863,679,880]
child-label: Trẻ em: [70,632,103,645]
adult-duration: 7-14 ngày [578,126,757,143]
adult-dose: 500-750 mg × 2 lần/ngày [350,170,578,200]
body-paragraph: Dùng ciprofloxacin dài ngày có thể làm các vi khuẩn không nhạy cảm với thuốc phát triển quá mức. Nhất thiết phải theo dõi người bệnh và làm kháng sinh đồ thường xuyên để có biện pháp điều trị thích hợp theo kháng sinh đồ. [858,293,1551,317]
body-paragraph: - Metoclopramid làm tăng hấp thu ciprofloxacin dẫn đến giảm thời gian để đạt nồng độ tối đa trong máu. Chưa thấy ảnh hưởng lên sinh khả dụng của ciprofloxacin. [856,687,1539,701]
adult-duration: 7-14 ngày [579,335,758,352]
subsection-heading: Bệnh than do hít [74,1328,144,1339]
body-paragraph: Phản ứng quá mẫn và phản ứng dị ứng, bao gồm cả sốc phản vệ và các phản ứng phản vệ có thể xảy ra sau 1 liều duy nhất và có thể đe dọa đến tính mạng. Nếu các phản ứng này xảy ra, phải ngừng thuốc ngay và nên điều chỉnh liệu pháp điều trị. [75,1430,755,1457]
child-duration: 10-21 ngày [588,679,760,707]
child-indication: Bệnh than do hít (dự phòng sau khi tiếp xúc và điều trị) ở bệnh nhân có thể dùng thuốc đường uống. Uống thuốc sớm nhất có thể ngay sau khi tiếp xúc. [71,709,285,761]
renal-cell: 250-500 mg mỗi 24 giờ (sau khi thẩm phân) [466,895,679,912]
child-header-indication: Chỉ định [70,646,284,666]
adult-header-dose: Liều hàng ngày [350,107,577,128]
subsection-heading: Cytochrom P450 [857,316,928,328]
